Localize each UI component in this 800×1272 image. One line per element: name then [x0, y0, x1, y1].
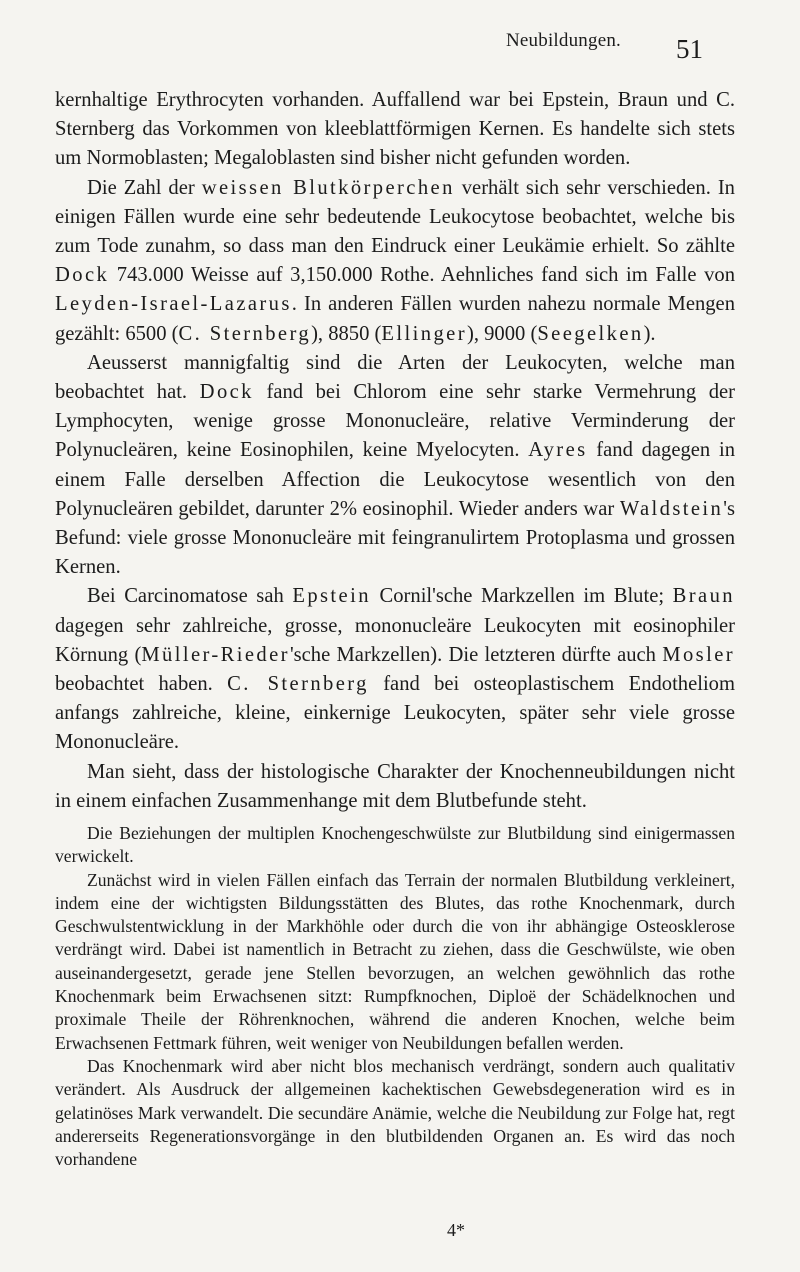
author-name: Seegelken [537, 322, 644, 345]
text-run: fand bei Chlorom eine sehr starke Vermehrung der Lymphocyten, wenige grosse Mononucleäre, relative Verminderung der Polynucleären, keine Eosinophilen, keine Myelocyten. [55, 381, 735, 462]
page-number: 51 [676, 34, 703, 64]
author-name: Leyden-Israel-Lazarus [55, 293, 292, 316]
paragraph-4 [55, 582, 735, 757]
author-name: Müller-Rieder [141, 643, 290, 666]
text-run: Cornil'sche Markzellen im Blute; [370, 585, 673, 608]
signature-mark: 4* [447, 1220, 465, 1240]
author-name: Epstein [292, 585, 371, 608]
paragraph-3 [55, 349, 735, 583]
text-run: Bei Carcinomatose sah [87, 585, 293, 608]
paragraph-2 [55, 174, 735, 349]
small-paragraph-1: Die Beziehungen der multiplen Knochengeschwülste zur Blutbildung sind einigermassen verwickelt. [55, 823, 735, 867]
paragraph-1: kernhaltige Erythrocyten vorhanden. Auffallend war bei Epstein, Braun und C. Sternberg das Vorkommen von kleeblattförmigen Kernen. Es handelte sich stets um Normoblasten; Megaloblasten sind bisher nicht gefunden worden. [55, 89, 735, 170]
text-run: dagegen sehr zahlreiche, grosse, mononucleäre Leukocyten mit eosinophiler Körnung ( [55, 614, 735, 666]
body-text [55, 86, 735, 816]
text-run: fand dagegen in einem Falle derselben Affection die Leukocytose wesentlich von den Polynucleären gebildet, darunter 2% eosinophil. Wieder anders war [55, 439, 735, 520]
text-run: verhält sich sehr verschieden. In einigen Fällen wurde eine sehr bedeutende Leukocytose beobachtet, welche bis zum Tode zunahm, so dass man den Eindruck einer Leukämie erhielt. So zählte [55, 176, 735, 258]
author-name: Dock [199, 381, 254, 404]
author-name: Dock [55, 264, 110, 287]
author-name: Waldstein [619, 497, 724, 520]
author-name: Ayres [528, 439, 588, 462]
page-header [0, 30, 800, 70]
text-run: Aeusserst mannigfaltig sind die Arten der Leukocyten, welche man beobachtet hat. [55, 351, 735, 404]
text-run: ). [643, 322, 656, 345]
text-run: 'sche Markzellen). Die letzteren dürfte auch [289, 643, 663, 666]
text-run: 's Befund: viele grosse Mononucleäre mit feingranulirtem Protoplasma und grossen Kernen. [55, 497, 735, 579]
author-name: Braun [672, 585, 735, 608]
small-paragraph-2: Zunächst wird in vielen Fällen einfach das Terrain der normalen Blutbildung verkleinert, indem eine der wichtigsten Bildungsstätten des Blutes, das rothe Knochenmark, durch Geschwulstentwicklung in der Markhöhle oder durch die von ihr abhängige Osteosklerose verdrängt wird. Dabei ist namentlich in Betracht zu ziehen, dass die Geschwülste, wie oben auseinandergesetzt, gerade jene Stellen bevorzugen, an welchen gewöhnlich das rothe Knochenmark beim Erwachsenen sitzt: Rumpfknochen, Diploë der Schädelknochen und proximale Theile der Röhrenknochen, während die anderen Knochen, welche beim Erwachsenen Fettmark führen, weit weniger von Neubildungen befallen werden. [55, 869, 735, 1053]
text-run: beobachtet haben. [55, 673, 228, 696]
running-head: Neubildungen. [506, 30, 621, 51]
text-run: ), 8850 ( [311, 322, 382, 345]
text-run: Die Zahl der [87, 176, 202, 199]
small-print-section [55, 822, 735, 1171]
author-name: Mosler [662, 643, 735, 666]
text-run: ), 9000 ( [466, 322, 538, 345]
small-paragraph-3: Das Knochenmark wird aber nicht blos mechanisch verdrängt, sondern auch qualitativ verändert. Als Ausdruck der allgemeinen kachektischen Gewebsdegeneration wird es in gelatinöses Mark verwandelt. Die secundäre Anämie, welche die Neubildung zur Folge hat, regt andererseits Regenerationsvorgänge in den blutbildenden Organen an. Es wird das noch vorhandene [55, 1055, 735, 1170]
author-name: C. Sternberg [178, 322, 312, 345]
author-name: Ellinger [381, 322, 467, 345]
text-run: fand bei osteoplastischem Endotheliom anfangs zahlreiche, kleine, einkernige Leukocyten, später sehr viele grosse Mononucleäre. [55, 673, 736, 754]
text-run: 743.000 Weisse auf 3,150.000 Rothe. Aehnliches fand sich im Falle von [109, 264, 735, 287]
spaced-emphasis: weissen Blutkörperchen [201, 176, 455, 199]
author-name: C. Sternberg [227, 673, 369, 696]
paragraph-5: Man sieht, dass der histologische Charakter der Knochenneubildungen nicht in einem einfachen Zusammenhange mit dem Blutbefunde steht. [55, 760, 735, 812]
text-run: . In anderen Fällen wurden nahezu normale Mengen gezählt: 6500 ( [55, 293, 735, 345]
